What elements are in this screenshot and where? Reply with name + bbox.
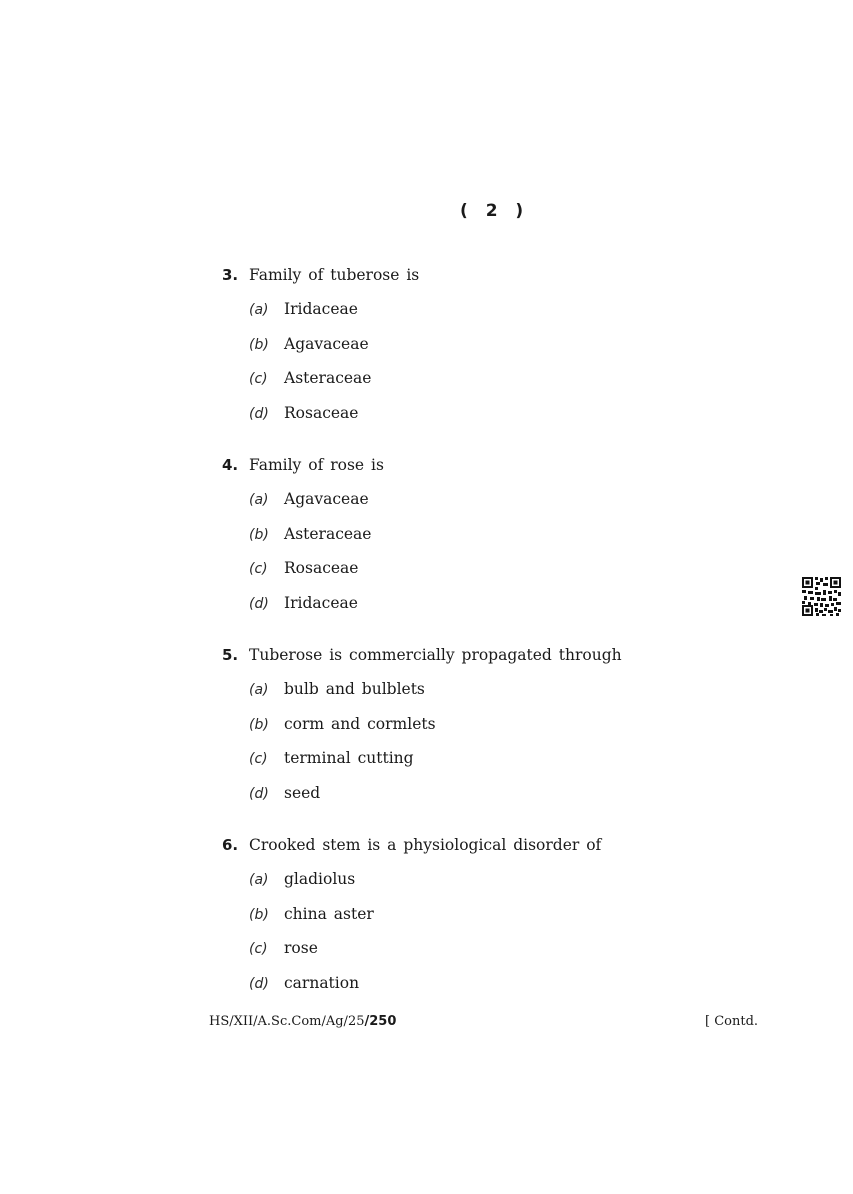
option-letter: (b) <box>249 526 269 543</box>
question-stem <box>222 454 742 488</box>
question-text: Tuberose is commercially propagated through <box>249 646 622 664</box>
option-letter: (b) <box>249 336 269 353</box>
option-letter: (d) <box>249 405 269 422</box>
question-text: Family of rose is <box>249 456 384 474</box>
option-b <box>222 523 742 558</box>
option-c <box>222 937 742 972</box>
option-letter: (b) <box>249 906 269 923</box>
option-d <box>222 782 742 817</box>
question-number: 4. <box>222 456 239 474</box>
question-number: 6. <box>222 836 239 854</box>
option-letter: (a) <box>249 302 269 318</box>
option-text: terminal cutting <box>284 749 414 767</box>
option-letter: (d) <box>249 785 269 802</box>
paper-code-suffix: /250 <box>364 1014 397 1029</box>
option-b <box>222 333 742 368</box>
question-stem <box>222 644 742 678</box>
question-3 <box>222 264 742 436</box>
option-c <box>222 367 742 402</box>
option-d <box>222 402 742 437</box>
option-b <box>222 713 742 748</box>
question-number: 3. <box>222 266 239 284</box>
option-text: bulb and bulblets <box>284 680 425 698</box>
option-c <box>222 557 742 592</box>
option-text: gladiolus <box>284 870 356 888</box>
option-letter: (b) <box>249 716 269 733</box>
continued-label: [ Contd. <box>705 1014 759 1029</box>
option-a <box>222 298 742 333</box>
option-letter: (c) <box>249 371 268 387</box>
qr-code-icon <box>802 577 841 616</box>
option-text: seed <box>284 783 321 802</box>
qr-code-pattern <box>802 577 841 616</box>
option-text: corm and cormlets <box>284 714 436 733</box>
question-6 <box>222 834 742 1006</box>
question-4 <box>222 454 742 626</box>
option-a <box>222 488 742 523</box>
option-text: china aster <box>284 904 374 923</box>
option-text: Asteraceae <box>284 369 372 387</box>
option-letter: (a) <box>249 492 269 508</box>
option-text: rose <box>284 939 318 957</box>
option-text: Rosaceae <box>284 559 359 577</box>
option-d <box>222 972 742 1007</box>
option-text: Iridaceae <box>284 300 358 318</box>
question-5 <box>222 644 742 816</box>
option-letter: (c) <box>249 941 268 957</box>
option-a <box>222 678 742 713</box>
option-text: Asteraceae <box>284 524 372 543</box>
option-text: Agavaceae <box>284 490 369 508</box>
option-a <box>222 868 742 903</box>
question-stem <box>222 264 742 298</box>
question-number: 5. <box>222 646 239 664</box>
option-letter: (a) <box>249 682 269 698</box>
option-letter: (a) <box>249 872 269 888</box>
option-text: carnation <box>284 973 360 992</box>
question-text: Family of tuberose is <box>249 266 420 284</box>
option-text: Agavaceae <box>284 334 369 353</box>
paper-code-prefix: HS/XII/A.Sc.Com/Ag/25 <box>209 1014 365 1029</box>
paper-code <box>209 1014 396 1029</box>
question-text: Crooked stem is a physiological disorder of <box>249 836 602 854</box>
option-letter: (c) <box>249 561 268 577</box>
option-text: Iridaceae <box>284 593 358 612</box>
option-d <box>222 592 742 627</box>
option-text: Rosaceae <box>284 403 359 422</box>
option-letter: (d) <box>249 595 269 612</box>
page-number: ( 2 ) <box>460 201 530 221</box>
question-stem <box>222 834 742 868</box>
option-letter: (c) <box>249 751 268 767</box>
option-c <box>222 747 742 782</box>
option-letter: (d) <box>249 975 269 992</box>
option-b <box>222 903 742 938</box>
